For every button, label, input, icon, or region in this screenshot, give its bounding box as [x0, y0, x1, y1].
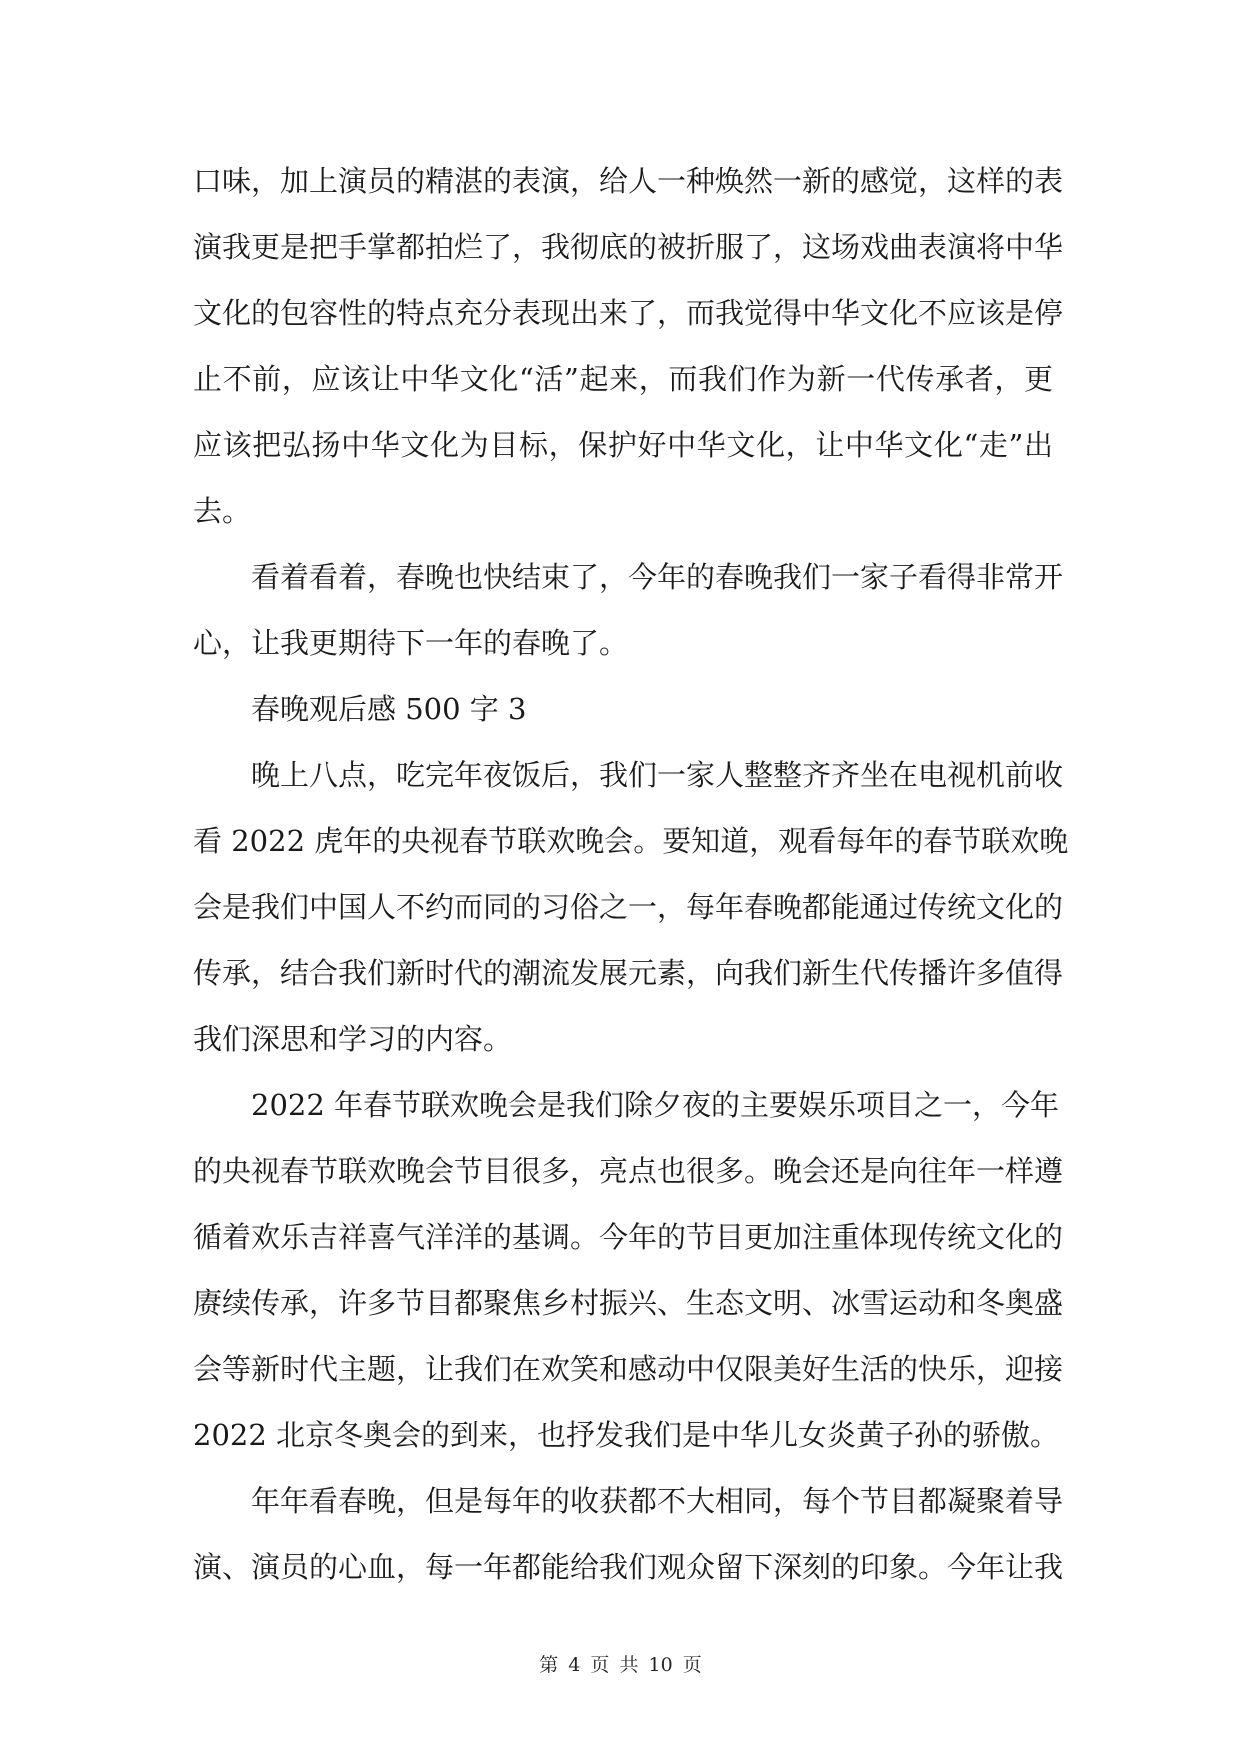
text-line: 心，让我更期待下一年的春晚了。: [193, 626, 629, 660]
text-line: 看 2022 虎年的央视春节联欢晚会。要知道，观看每年的春节联欢晚: [193, 824, 1069, 858]
text-line: 演我更是把手掌都拍烂了，我彻底的被折服了，这场戏曲表演将中华: [193, 230, 1064, 264]
text-line: 传承，结合我们新时代的潮流发展元素，向我们新生代传播许多值得: [193, 956, 1064, 990]
text-line: 我们深思和学习的内容。: [193, 1022, 513, 1056]
text-line: 演、演员的心血，每一年都能给我们观众留下深刻的印象。今年让我: [193, 1550, 1064, 1584]
paragraph-first-line: 年年看春晚，但是每年的收获都不大相同，每个节目都凝聚着导: [251, 1484, 1064, 1518]
text-line: 会是我们中国人不约而同的习俗之一，每年春晚都能通过传统文化的: [193, 890, 1064, 924]
paragraph-first-line: 晚上八点，吃完年夜饭后，我们一家人整整齐齐坐在电视机前收: [251, 758, 1064, 792]
text-line: 口味，加上演员的精湛的表演，给人一种焕然一新的感觉，这样的表: [193, 164, 1064, 198]
text-line: 赓续传承，许多节目都聚焦乡村振兴、生态文明、冰雪运动和冬奥盛: [193, 1286, 1064, 1320]
text-line: 循着欢乐吉祥喜气洋洋的基调。今年的节目更加注重体现传统文化的: [193, 1220, 1064, 1254]
text-line: 文化的包容性的特点充分表现出来了，而我觉得中华文化不应该是停: [193, 296, 1064, 330]
text-line: 会等新时代主题，让我们在欢笑和感动中仅限美好生活的快乐，迎接: [193, 1352, 1064, 1386]
text-line: 的央视春节联欢晚会节目很多，亮点也很多。晚会还是向往年一样遵: [193, 1154, 1064, 1188]
section-heading: 春晚观后感 500 字 3: [251, 692, 527, 726]
paragraph-first-line: 2022 年春节联欢晚会是我们除夕夜的主要娱乐项目之一，今年: [251, 1088, 1060, 1122]
text-line: 去。: [193, 494, 252, 528]
paragraph-first-line: 看着看着，春晚也快结束了，今年的春晚我们一家子看得非常开: [251, 560, 1064, 594]
text-line: 应该把弘扬中华文化为目标，保护好中华文化，让中华文化“走”出: [193, 428, 1053, 462]
page-footer: 第 4 页 共 10 页: [539, 1654, 702, 1676]
text-line: 2022 北京冬奥会的到来，也抒发我们是中华儿女炎黄子孙的骄傲。: [193, 1418, 1060, 1452]
text-line: 止不前，应该让中华文化“活”起来，而我们作为新一代传承者，更: [193, 362, 1053, 396]
